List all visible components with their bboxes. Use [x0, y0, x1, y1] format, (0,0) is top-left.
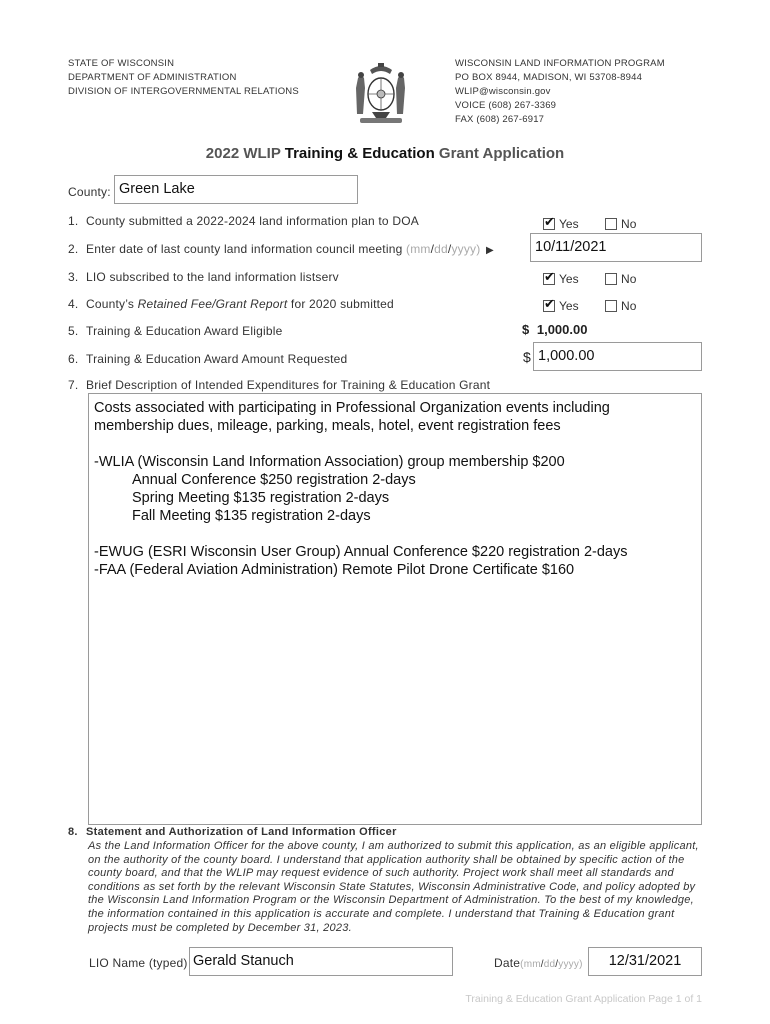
q6-label: [68, 352, 347, 366]
q4-no-checkbox[interactable]: [605, 300, 617, 312]
q4-yes-label: Yes: [559, 299, 579, 313]
q4-label: 4. County’s Retained Fee/Grant Report for 2020 submitted: [68, 297, 394, 311]
header-email: WLIP@wisconsin.gov: [455, 86, 551, 97]
lio-name-label: LIO Name (typed): [89, 956, 188, 970]
q6-text: Training & Education Award Amount Requested: [86, 352, 348, 366]
q5-amount: [522, 322, 587, 337]
q3-label: [68, 270, 339, 284]
title-main: Training & Education: [284, 145, 435, 162]
header-division: DIVISION OF INTERGOVERNMENTAL RELATIONS: [68, 86, 299, 97]
header-address: PO BOX 8944, MADISON, WI 53708-8944: [455, 72, 643, 83]
q1-no-label: No: [621, 217, 637, 231]
desc-line: membership dues, mileage, parking, meals, hotel, event registration fees: [94, 418, 561, 434]
county-value: Green Lake: [119, 181, 195, 197]
q1-text: County submitted a 2022-2024 land information plan to DOA: [86, 214, 419, 228]
q5-dollar: $: [522, 322, 530, 337]
q3-options: [543, 270, 636, 288]
q2-date-field[interactable]: [530, 233, 702, 262]
q8-statement: As the Land Information Officer for the above county, I am authorized to submit this application, as an eligible applicant, on the authority of the county board. I understand that application authority shall be obtained by specific action of the county board, and that the WLIP may request evidence of such authority. Project work shall meet all standards and conditions as set forth by the relevant Wisconsin State Statutes, Wisconsin Administrative Code, and policy adopted by the Wisconsin Land Information Program or the Wisconsin Department of Administration. To the best of my knowledge, the information contained in this application is accurate and complete. I understand that Training & Education grant projects must be completed by December 31, 2023.: [88, 840, 699, 934]
desc-line: Costs associated with participating in Professional Organization events including: [94, 400, 610, 416]
header-voice: VOICE (608) 267-3369: [455, 100, 557, 111]
q4-no-label: No: [621, 299, 637, 313]
desc-line: -EWUG (ESRI Wisconsin User Group) Annual Conference $220 registration 2-days: [94, 544, 628, 560]
desc-line: Annual Conference $250 registration 2-days: [132, 472, 416, 488]
q2-number: 2.: [68, 242, 79, 256]
q5-number: 5.: [68, 324, 79, 338]
signature-date-field[interactable]: [588, 947, 702, 976]
page-title: [0, 145, 770, 162]
county-field[interactable]: [114, 175, 358, 204]
page-footer: Training & Education Grant Application Page 1 of 1: [465, 993, 702, 1005]
q3-text: LIO subscribed to the land information listserv: [86, 270, 339, 284]
q3-no-checkbox[interactable]: [605, 273, 617, 285]
desc-line: Spring Meeting $135 registration 2-days: [132, 490, 390, 506]
q4-number: 4.: [68, 297, 79, 311]
title-year: 2022 WLIP: [205, 145, 281, 162]
q3-yes-label: Yes: [559, 272, 579, 286]
q1-yes-label: Yes: [559, 217, 579, 231]
q1-number: 1.: [68, 214, 79, 228]
date-label: Date(mm/dd/yyyy): [494, 956, 583, 970]
q7-label: [68, 378, 490, 392]
q7-text: Brief Description of Intended Expenditures for Training & Education Grant: [86, 378, 491, 392]
q8-number: 8.: [68, 826, 78, 838]
signature-date-value: 12/31/2021: [608, 953, 682, 969]
q5-value: 1,000.00: [536, 322, 588, 337]
q2-date-value: 10/11/2021: [535, 239, 607, 255]
header-fax: FAX (608) 267-6917: [455, 114, 545, 125]
q4-options: [543, 297, 636, 315]
q5-text: Training & Education Award Eligible: [86, 324, 283, 338]
expenditure-description-textarea[interactable]: [88, 393, 702, 825]
q6-amount-field[interactable]: [533, 342, 702, 371]
q8-heading: [68, 826, 397, 838]
q4-yes-checkbox[interactable]: ✔: [544, 296, 555, 311]
title-suffix: Grant Application: [438, 145, 565, 162]
q1-options: [543, 215, 636, 233]
q8-heading-text: Statement and Authorization of Land Information Officer: [86, 826, 397, 838]
q3-number: 3.: [68, 270, 79, 284]
desc-line: -WLIA (Wisconsin Land Information Association) group membership $200: [94, 454, 565, 470]
q7-number: 7.: [68, 378, 79, 392]
county-label: County:: [68, 185, 111, 199]
desc-line: Fall Meeting $135 registration 2-days: [132, 508, 371, 524]
q1-label: [68, 214, 419, 228]
header-department: DEPARTMENT OF ADMINISTRATION: [68, 72, 237, 83]
header-state: STATE OF WISCONSIN: [68, 58, 175, 69]
q6-dollar: $: [523, 349, 531, 365]
wisconsin-state-seal-icon: [352, 60, 410, 126]
desc-line: -FAA (Federal Aviation Administration) Remote Pilot Drone Certificate $160: [94, 562, 575, 578]
header-program: WISCONSIN LAND INFORMATION PROGRAM: [455, 58, 665, 69]
q1-yes-checkbox[interactable]: ✔: [544, 214, 555, 229]
header-right: [455, 57, 665, 127]
lio-name-field[interactable]: [189, 947, 453, 976]
q1-no-checkbox[interactable]: [605, 218, 617, 230]
q6-number: 6.: [68, 352, 79, 366]
arrow-right-icon: ▶: [486, 245, 494, 256]
header-left: [68, 57, 299, 99]
q2-text: Enter date of last county land information council meeting: [86, 242, 403, 256]
q3-yes-checkbox[interactable]: ✔: [544, 269, 555, 284]
lio-name-value: Gerald Stanuch: [193, 953, 294, 969]
q5-label: [68, 324, 282, 338]
q2-label: 2. Enter date of last county land information council meeting (mm/dd/yyyy) ▶: [68, 242, 494, 256]
q3-no-label: No: [621, 272, 637, 286]
q6-amount-value: 1,000.00: [538, 348, 595, 364]
